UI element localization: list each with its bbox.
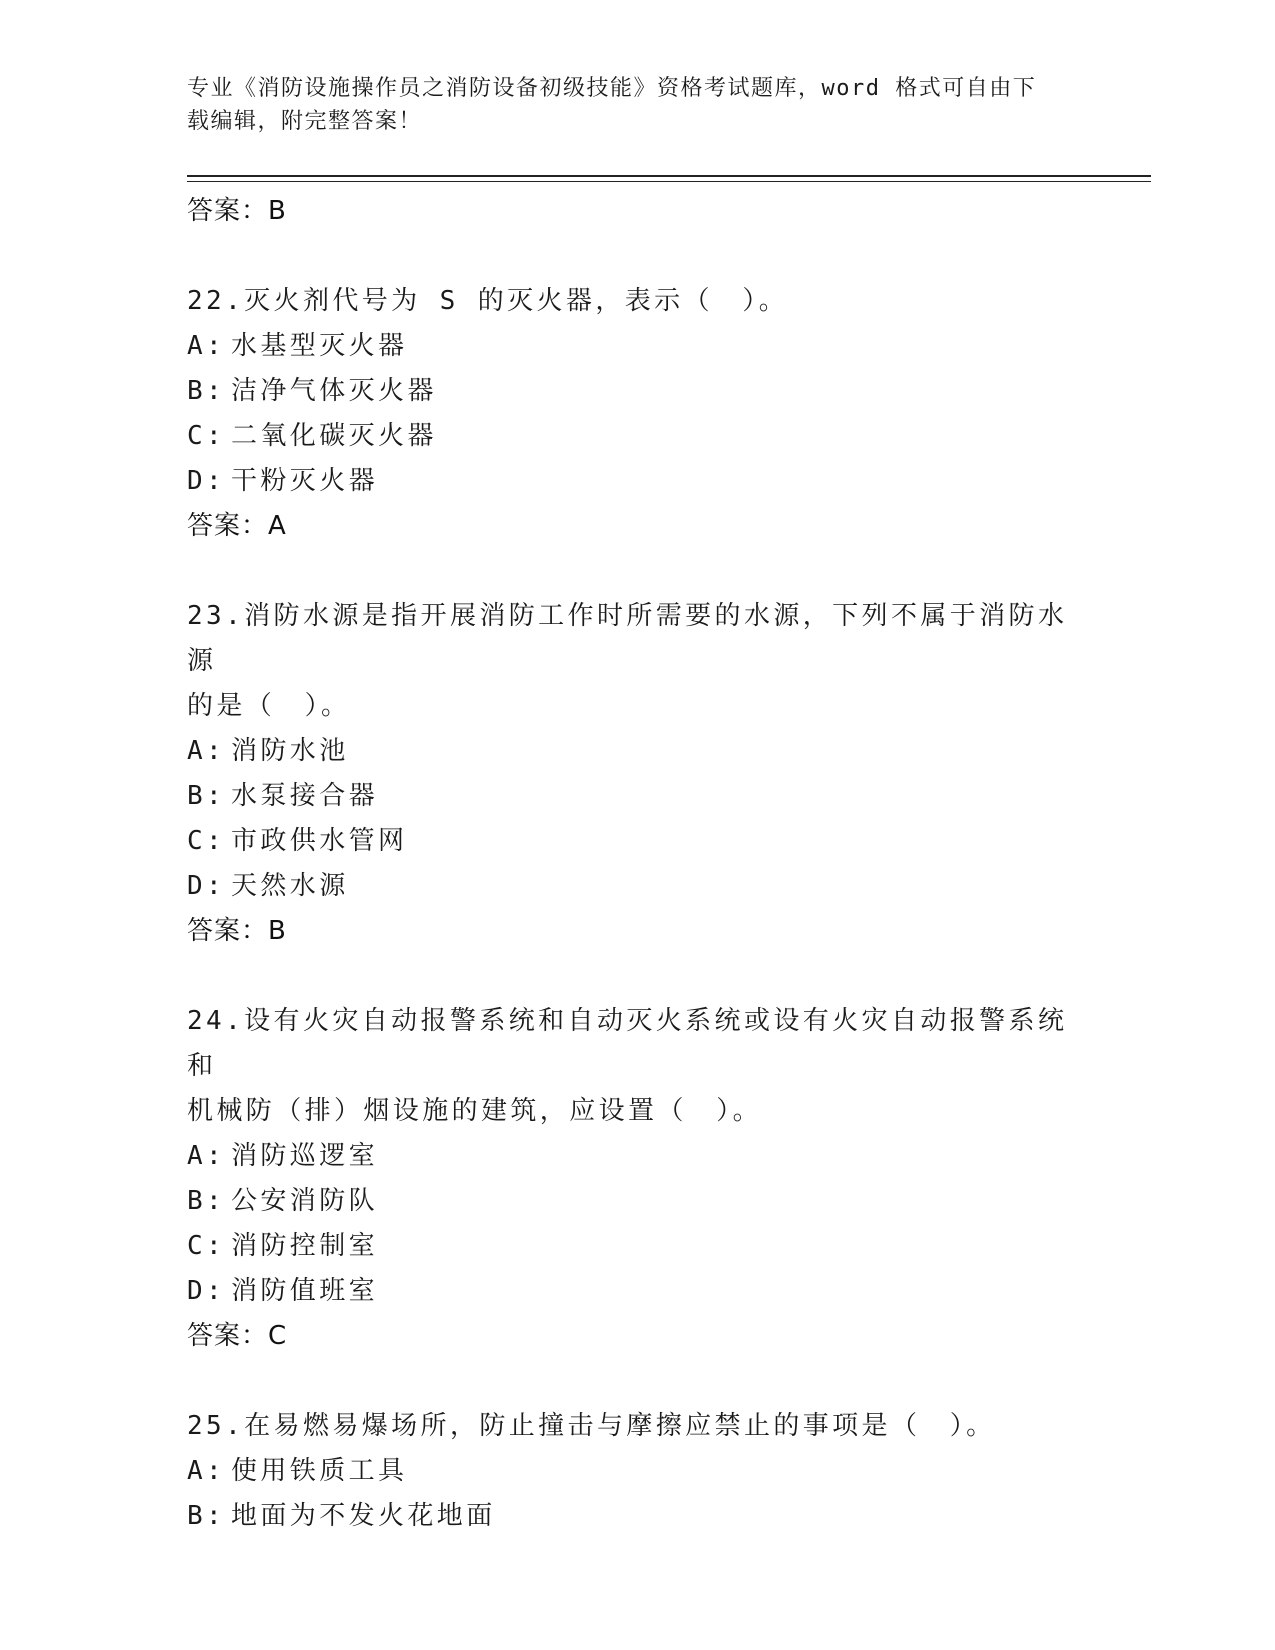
option-text: 水基型灭火器 <box>231 331 408 361</box>
answer-prefix: 答案： <box>187 916 269 946</box>
option-key: D: <box>187 871 226 901</box>
option-key: C: <box>187 421 226 451</box>
option-c <box>187 414 1087 459</box>
answer-value: B <box>268 196 287 226</box>
option-text: 地面为不发火花地面 <box>231 1501 496 1531</box>
option-key: A: <box>187 1141 226 1171</box>
option-text: 洁净气体灭火器 <box>231 376 437 406</box>
option-text: 消防水池 <box>231 736 349 766</box>
option-key: C: <box>187 1231 226 1261</box>
option-b <box>187 774 1087 819</box>
answer-prefix: 答案： <box>187 511 269 541</box>
question-text-line-2: 机械防（排）烟设施的建筑，应设置（ ）。 <box>187 1096 763 1126</box>
question-text: 22.灭火剂代号为 S 的灭火器，表示（ ）。 <box>187 286 789 316</box>
option-a <box>187 729 1087 774</box>
option-a <box>187 1134 1087 1179</box>
answer-value: C <box>268 1321 288 1351</box>
answer-line <box>187 909 1087 953</box>
question-list <box>187 189 1087 1539</box>
option-key: D: <box>187 1276 226 1306</box>
question-block <box>187 1404 1087 1539</box>
option-d <box>187 459 1087 504</box>
option-a <box>187 1449 1087 1494</box>
option-key: A: <box>187 736 226 766</box>
header-line-1: 专业《消防设施操作员之消防设备初级技能》资格考试题库，word 格式可自由下 <box>187 76 1037 101</box>
option-c <box>187 1224 1087 1269</box>
answer-prefix: 答案： <box>187 1321 269 1351</box>
option-text: 市政供水管网 <box>231 826 408 856</box>
question-text-line-2: 的是（ ）。 <box>187 691 351 721</box>
option-key: B: <box>187 781 226 811</box>
option-text: 公安消防队 <box>231 1186 379 1216</box>
option-key: A: <box>187 1456 226 1486</box>
document-header <box>187 72 1067 138</box>
question-block <box>187 279 1087 548</box>
question-text-line-1: 23.消防水源是指开展消防工作时所需要的水源，下列不属于消防水源 <box>187 601 1068 676</box>
option-d <box>187 1269 1087 1314</box>
option-text: 干粉灭火器 <box>231 466 379 496</box>
answer-line <box>187 504 1087 548</box>
option-d <box>187 864 1087 909</box>
question-text-line-1: 24.设有火灾自动报警系统和自动灭火系统或设有火灾自动报警系统和 <box>187 1006 1068 1081</box>
option-text: 天然水源 <box>231 871 349 901</box>
option-text: 消防值班室 <box>231 1276 379 1306</box>
option-text: 水泵接合器 <box>231 781 379 811</box>
option-text: 消防巡逻室 <box>231 1141 379 1171</box>
option-text: 消防控制室 <box>231 1231 379 1261</box>
answer-value: B <box>268 916 287 946</box>
option-b <box>187 1494 1087 1539</box>
option-a <box>187 324 1087 369</box>
answer-line <box>187 1314 1087 1358</box>
option-key: B: <box>187 1186 226 1216</box>
option-key: D: <box>187 466 226 496</box>
option-key: A: <box>187 331 226 361</box>
question-text: 25.在易燃易爆场所，防止撞击与摩擦应禁止的事项是（ ）。 <box>187 1411 996 1441</box>
answer-prefix: 答案： <box>187 196 269 226</box>
option-key: B: <box>187 1501 226 1531</box>
option-key: C: <box>187 826 226 856</box>
answer-value: A <box>268 511 287 541</box>
option-c <box>187 819 1087 864</box>
header-line-2: 载编辑，附完整答案！ <box>187 109 423 134</box>
option-key: B: <box>187 376 226 406</box>
answer-line <box>187 189 1087 233</box>
option-text: 使用铁质工具 <box>231 1456 408 1486</box>
option-b <box>187 369 1087 414</box>
option-b <box>187 1179 1087 1224</box>
option-text: 二氧化碳灭火器 <box>231 421 437 451</box>
question-block <box>187 594 1087 953</box>
header-divider-thin <box>187 181 1151 182</box>
header-divider-thick <box>187 175 1151 177</box>
question-block <box>187 999 1087 1358</box>
